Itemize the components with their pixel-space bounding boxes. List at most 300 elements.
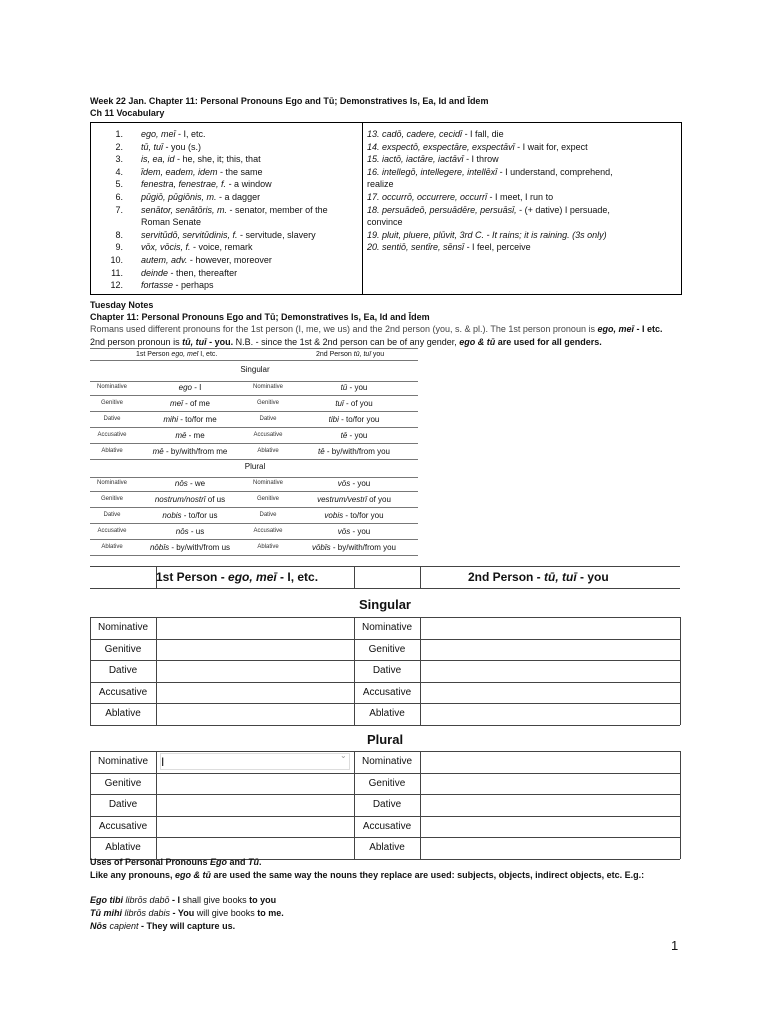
- pronoun-word: mē: [152, 447, 164, 456]
- table-rule: [90, 507, 418, 508]
- pronoun-word: tē: [317, 447, 325, 456]
- pronoun-form: [290, 415, 418, 424]
- pronoun-form: [134, 527, 246, 536]
- vocab-term: pūgiō, pūgiōnis, m.: [141, 191, 217, 202]
- worksheet-case-label: Accusative: [362, 686, 412, 698]
- worksheet-rule: [90, 794, 680, 795]
- worksheet-case-label: Ablative: [105, 842, 141, 853]
- pronoun-meaning: - you: [350, 479, 371, 488]
- example-translation-emph: - They will capture: [138, 921, 223, 931]
- worksheet-divider: [420, 566, 421, 588]
- worksheet-divider: [420, 751, 421, 859]
- notes-text: 2nd person pronoun is: [90, 337, 183, 347]
- vocab-item: [367, 166, 679, 179]
- vocab-item: [367, 153, 679, 166]
- notes-line-2: [90, 336, 690, 348]
- vocab-number: 11.: [111, 267, 123, 278]
- case-label: Ablative: [101, 544, 123, 550]
- pronoun-word: vobis: [324, 511, 344, 520]
- uses-examples: [90, 894, 284, 933]
- uses-heading-emph: Tū: [248, 857, 260, 867]
- pronoun-word: meī: [169, 399, 183, 408]
- example-latin-emph: Tū mihi: [90, 908, 122, 918]
- vocab-definition: - I, etc.: [175, 129, 206, 139]
- notes-text: - I etc.: [633, 324, 663, 334]
- pronoun-word: tuī: [335, 399, 344, 408]
- vocab-entry: [123, 267, 361, 280]
- worksheet-rule: [90, 725, 680, 726]
- vocab-item: [367, 204, 679, 217]
- vocab-term: 20. sentiō, sentīre, sēnsī: [367, 242, 465, 253]
- pronoun-word: nobis: [162, 511, 182, 520]
- worksheet-divider: [354, 751, 355, 859]
- section-singular: Singular: [240, 365, 270, 374]
- case-label: Accusative: [97, 432, 127, 438]
- pronoun-meaning: - by/with/from us: [169, 543, 231, 552]
- pronoun-form: [290, 447, 418, 456]
- vocab-divider: [362, 123, 363, 294]
- worksheet-case-label: Nominative: [97, 622, 149, 633]
- vocab-number: 1.: [115, 129, 123, 139]
- vocab-item: [367, 241, 679, 254]
- vocab-term: autem, adv.: [141, 254, 188, 265]
- worksheet-divider: [354, 566, 355, 588]
- worksheet-rule: [90, 751, 680, 752]
- case-label: Accusative: [97, 528, 127, 534]
- pronoun-form: [290, 383, 418, 392]
- case-label: Ablative: [257, 448, 279, 454]
- pronoun-meaning: - to/for you: [338, 415, 380, 424]
- table-rule: [90, 523, 418, 524]
- worksheet-head-2nd-person: [468, 570, 609, 584]
- case-label: Accusative: [253, 432, 283, 438]
- table-rule: [90, 443, 418, 444]
- pronoun-form: [134, 495, 246, 504]
- pronoun-word: nostrum/nostrī: [154, 495, 206, 504]
- chevron-down-icon: ⌄: [340, 751, 347, 760]
- table-rule: [90, 491, 418, 492]
- table-rule: [90, 360, 418, 361]
- worksheet-divider: [680, 617, 681, 725]
- worksheet-case-label: Nominative: [361, 622, 413, 633]
- vocab-item: [91, 191, 361, 204]
- pronoun-form: [134, 479, 246, 488]
- example-translation-emph: - You: [170, 908, 195, 918]
- head-emph: tū, tuī: [353, 351, 371, 358]
- worksheet-divider: [420, 617, 421, 725]
- vocab-definition: - senator, member of the: [227, 204, 328, 215]
- worksheet-case-label: Dative: [108, 665, 138, 676]
- uses-text: are used the same way the nouns they replace are used: subjects, objects, indirect objects, etc. E.g.:: [211, 870, 645, 880]
- vocab-heading: Ch 11 Vocabulary: [90, 108, 165, 118]
- worksheet-input-cell[interactable]: I: [160, 753, 350, 770]
- notes-text: - you.: [206, 337, 234, 347]
- vocab-term: fenestra, fenestrae, f.: [141, 179, 227, 190]
- worksheet-head-1st-person: [156, 570, 318, 584]
- pronoun-word: tē: [340, 431, 348, 440]
- pronoun-meaning: - I: [192, 383, 202, 392]
- pronoun-word: nōs: [174, 479, 188, 488]
- worksheet-case-label: Dative: [108, 799, 138, 810]
- vocab-definition: - however, moreover: [187, 254, 272, 265]
- worksheet-case-label: Genitive: [368, 777, 406, 789]
- vocab-term: senātor, senātōris, m.: [141, 204, 228, 215]
- worksheet-case-label: Nominative: [361, 756, 413, 767]
- vocab-item: [367, 216, 679, 229]
- pronoun-word: nōbīs: [149, 543, 170, 552]
- vocab-entry: [123, 279, 361, 292]
- vocab-item: [91, 141, 361, 154]
- vocab-term: ego, meī: [141, 129, 176, 139]
- case-label: Accusative: [253, 528, 283, 534]
- worksheet-rule: [90, 566, 680, 567]
- example-latin: capient: [107, 921, 139, 931]
- pronoun-form: [134, 431, 246, 440]
- pronoun-meaning: - you: [350, 527, 371, 536]
- worksheet-divider: [90, 751, 91, 859]
- uses-heading-emph: Ego: [210, 857, 228, 867]
- vocab-item: [91, 241, 361, 254]
- uses-heading-text: and: [227, 857, 249, 867]
- pronoun-meaning: - we: [187, 479, 206, 488]
- worksheet-case-label: Ablative: [369, 708, 405, 719]
- vocab-term: īdem, eadem, idem: [141, 166, 218, 177]
- worksheet-case-label: Dative: [372, 665, 402, 676]
- pronoun-meaning: - by/with/from you: [324, 447, 391, 456]
- worksheet-divider: [354, 617, 355, 725]
- vocab-term: vōx, vōcis, f.: [141, 242, 191, 253]
- pronoun-reference-table: [90, 348, 420, 554]
- vocab-definition: - he, she, it; this, that: [174, 154, 261, 165]
- pronoun-meaning: - by/with/from me: [163, 447, 228, 456]
- worksheet-rule: [90, 816, 680, 817]
- vocab-definition: - I wait for, expect: [514, 141, 588, 152]
- vocab-definition: - I feel, perceive: [464, 242, 531, 253]
- uses-heading-text: .: [259, 857, 262, 867]
- worksheet-case-label: Nominative: [97, 756, 149, 767]
- vocab-entry: [123, 178, 361, 191]
- vocab-term: 17. occurrō, occurrere, occurrī: [367, 191, 488, 202]
- example-sentence: [90, 907, 284, 920]
- vocab-entry: [123, 254, 361, 267]
- vocab-definition: convince: [367, 217, 403, 228]
- vocab-term: tū, tuī: [141, 141, 164, 152]
- vocab-term: 18. persuādeō, persuādēre, persuāsī,: [367, 204, 517, 215]
- vocab-number: 3.: [115, 154, 123, 165]
- pronoun-word: vōbīs: [311, 543, 331, 552]
- table-rule: [90, 381, 418, 382]
- vocab-number: 10.: [110, 254, 123, 265]
- vocab-definition: - a window: [226, 179, 272, 190]
- table-rule: [90, 427, 418, 428]
- case-label: Genitive: [256, 496, 279, 502]
- vocab-entry: [123, 166, 361, 179]
- vocab-item: [367, 191, 679, 204]
- vocab-entry: [123, 204, 361, 217]
- pronoun-form: [134, 543, 246, 552]
- worksheet-rule: [90, 703, 680, 704]
- head-text: 2nd Person: [316, 351, 354, 358]
- case-label: Nominative: [96, 480, 127, 486]
- vocab-definition: - then, thereafter: [168, 267, 238, 278]
- case-label: Ablative: [101, 448, 123, 454]
- table-rule: [90, 459, 418, 460]
- uses-heading: [90, 856, 262, 868]
- vocab-item: [91, 216, 361, 229]
- worksheet-case-label: Genitive: [104, 777, 142, 789]
- vocab-definition: - perhaps: [173, 280, 214, 291]
- worksheet-rule: [90, 617, 680, 618]
- pronoun-meaning: - us: [188, 527, 205, 536]
- table-rule: [90, 555, 418, 556]
- vocab-item: [367, 128, 679, 141]
- pronoun-form: [290, 399, 418, 408]
- vocab-entry: [123, 216, 361, 229]
- vocab-definition: - I meet, I run to: [487, 191, 554, 202]
- vocab-definition: - I fall, die: [462, 129, 504, 139]
- worksheet-rule: [90, 682, 680, 683]
- notes-text: are used for all genders.: [495, 337, 602, 347]
- vocab-definition: - the same: [217, 166, 263, 177]
- vocab-item: [91, 229, 361, 242]
- uses-heading-text: Uses of Personal Pronouns: [90, 857, 211, 867]
- example-sentence: [90, 894, 284, 907]
- pronoun-word: vōs: [337, 527, 351, 536]
- table-rule: [90, 477, 418, 478]
- vocab-entry: [123, 128, 361, 141]
- worksheet-case-label: Dative: [372, 799, 402, 810]
- vocab-number: 2.: [115, 141, 123, 152]
- pronoun-meaning: - of me: [182, 399, 210, 408]
- head-text: I, etc.: [198, 351, 218, 358]
- worksheet-rule: [90, 837, 680, 838]
- vocab-definition: - I understand, comprehend,: [497, 166, 613, 177]
- case-label: Nominative: [252, 480, 283, 486]
- pronoun-word: tū: [340, 383, 348, 392]
- case-label: Dative: [103, 512, 121, 518]
- case-label: Genitive: [100, 400, 123, 406]
- vocab-item: [91, 254, 361, 267]
- pronoun-word: vōs: [337, 479, 351, 488]
- notes-line-1: [90, 323, 690, 335]
- vocab-item: [91, 166, 361, 179]
- vocab-definition: realize: [367, 179, 394, 190]
- head-text: 2nd Person -: [468, 570, 545, 584]
- pronoun-word: vestrum/vestrī: [317, 495, 367, 504]
- worksheet-section-singular: Singular: [358, 597, 411, 612]
- pronoun-meaning: - you: [347, 383, 368, 392]
- case-label: Ablative: [257, 544, 279, 550]
- uses-emph: ego & tū: [175, 870, 212, 880]
- pronoun-form: [134, 415, 246, 424]
- vocab-term: fortasse: [141, 280, 174, 291]
- case-label: Genitive: [100, 496, 123, 502]
- worksheet-section-plural: Plural: [366, 732, 404, 747]
- pronoun-form: [290, 479, 418, 488]
- worksheet-case-label: Ablative: [369, 842, 405, 853]
- pronoun-worksheet-table: [90, 566, 680, 852]
- example-translation-emph: to me.: [257, 908, 284, 918]
- pronoun-meaning: - me: [186, 431, 205, 440]
- vocab-definition: Roman Senate: [141, 217, 202, 228]
- head-text: you: [370, 351, 385, 358]
- vocab-number: 9.: [115, 242, 123, 253]
- example-sentence: [90, 920, 284, 933]
- vocab-number: [91, 216, 123, 229]
- pronoun-meaning: - you: [347, 431, 368, 440]
- vocab-number: 4.: [115, 166, 123, 177]
- example-latin: librōs dabis: [122, 908, 171, 918]
- pronoun-form: [290, 495, 418, 504]
- vocab-term: 13. cadō, cadere, cecidī: [367, 129, 463, 139]
- vocab-term: 14. exspectō, exspectāre, exspectāvī: [367, 141, 515, 152]
- worksheet-case-label: Accusative: [362, 820, 412, 832]
- worksheet-rule: [90, 660, 680, 661]
- vocab-term: deinde: [141, 267, 169, 278]
- vocab-number: 12.: [110, 280, 123, 291]
- vocab-item: [91, 128, 361, 141]
- worksheet-case-label: Accusative: [98, 686, 148, 698]
- worksheet-case-label: Genitive: [104, 643, 142, 655]
- vocab-entry: [123, 141, 361, 154]
- vocab-definition: - voice, remark: [190, 242, 253, 253]
- case-label: Dative: [259, 416, 277, 422]
- head-text: - I, etc.: [276, 570, 319, 584]
- pronoun-word: mē: [175, 431, 187, 440]
- case-label: Nominative: [96, 384, 127, 390]
- vocab-item: [91, 153, 361, 166]
- head-emph: tū, tuī: [544, 570, 577, 584]
- pronoun-word: mihi: [163, 415, 178, 424]
- head-text: 1st Person: [136, 351, 172, 358]
- case-label: Dative: [103, 416, 121, 422]
- pronoun-meaning: - to/for you: [343, 511, 384, 520]
- worksheet-rule: [90, 588, 680, 589]
- uses-line: [90, 869, 644, 881]
- example-translation: will give books: [194, 908, 258, 918]
- example-latin-emph: Ego tibi: [90, 895, 123, 905]
- vocab-item: [91, 267, 361, 280]
- example-latin-emph: Nōs: [90, 921, 108, 931]
- example-translation-emph: - I: [169, 895, 181, 905]
- vocab-definition: - (+ dative) I persuade,: [516, 204, 610, 215]
- head-text: 1st Person -: [156, 570, 229, 584]
- vocab-box: [90, 122, 682, 295]
- page-number: 1: [671, 938, 679, 953]
- pronoun-form: [290, 511, 418, 520]
- vocab-number: 7.: [115, 204, 123, 215]
- vocab-left-column: [91, 128, 361, 292]
- table-rule: [90, 539, 418, 540]
- vocab-term: servitūdō, servitūdinis, f.: [141, 229, 238, 240]
- vocab-item: [91, 279, 361, 292]
- vocab-entry: [123, 191, 361, 204]
- head-emph: ego, meī: [228, 570, 277, 584]
- notes-text: N.B. - since the 1st & 2nd person can be of any gender,: [233, 337, 460, 347]
- case-label: Genitive: [256, 400, 279, 406]
- pronoun-form: [290, 543, 418, 552]
- vocab-item: [367, 229, 679, 242]
- vocab-number: 6.: [115, 191, 123, 202]
- pronoun-form: [134, 447, 246, 456]
- pronoun-meaning: of us: [205, 495, 226, 504]
- case-label: Nominative: [252, 384, 283, 390]
- vocab-entry: [123, 229, 361, 242]
- notes-emph: tū, tuī: [182, 337, 207, 347]
- vocab-number: 8.: [115, 229, 123, 240]
- worksheet-case-label: Genitive: [368, 643, 406, 655]
- notes-emph: ego, meī: [597, 324, 634, 334]
- pronoun-form: [134, 511, 246, 520]
- notes-heading: Tuesday Notes: [90, 300, 154, 310]
- worksheet-divider: [156, 751, 157, 859]
- worksheet-divider: [156, 617, 157, 725]
- page-title: Week 22 Jan. Chapter 11: Personal Pronouns Ego and Tū; Demonstratives Is, Ea, Id and Īdem: [90, 96, 489, 106]
- notes-chapter: Chapter 11: Personal Pronouns Ego and Tū; Demonstratives Is, Ea, Id and Īdem: [90, 312, 430, 322]
- vocab-entry: [123, 153, 361, 166]
- example-translation-emph: us.: [222, 921, 236, 931]
- example-latin: librōs dabō: [123, 895, 170, 905]
- pronoun-word: nōs: [175, 527, 189, 536]
- vocab-entry: [123, 241, 361, 254]
- pronoun-word: ego: [178, 383, 192, 392]
- pronoun-word: tibi: [328, 415, 339, 424]
- notes-text: Romans used different pronouns for the 1st person (I, me, we us) and the 2nd person (you, s. & pl.). The 1st person pronoun is: [90, 324, 598, 334]
- pronoun-meaning: - to/for me: [177, 415, 217, 424]
- vocab-term: 19. pluit, pluere, plūvit, 3rd C. - It rains; it is raining. (3s only): [367, 229, 607, 240]
- vocab-definition: - I throw: [463, 154, 499, 165]
- worksheet-divider: [90, 617, 91, 725]
- pronoun-form: [290, 431, 418, 440]
- table-rule: [90, 395, 418, 396]
- vocab-item: [367, 141, 679, 154]
- vocab-item: [91, 204, 361, 217]
- pronoun-form: [290, 527, 418, 536]
- case-label: Dative: [259, 512, 277, 518]
- vocab-definition: - a dagger: [216, 191, 261, 202]
- pronoun-form: [134, 399, 246, 408]
- vocab-right-column: [367, 128, 679, 254]
- vocab-term: 15. iactō, iactāre, iactāvī: [367, 154, 464, 165]
- pronoun-meaning: - to/for us: [181, 511, 218, 520]
- vocab-term: 16. intellegō, intellegere, intellēxī: [367, 166, 498, 177]
- vocab-number: 5.: [115, 179, 123, 190]
- table-head-2nd-person: [316, 350, 384, 359]
- worksheet-rule: [90, 773, 680, 774]
- table-rule: [90, 411, 418, 412]
- pronoun-form: [134, 383, 246, 392]
- worksheet-case-label: Accusative: [98, 820, 148, 832]
- worksheet-divider: [680, 751, 681, 859]
- notes-emph: ego & tū: [459, 337, 496, 347]
- head-text: - you: [576, 570, 609, 584]
- vocab-item: [91, 178, 361, 191]
- head-emph: ego, meī: [171, 351, 199, 358]
- vocab-item: [367, 178, 679, 191]
- uses-text: Like any pronouns,: [90, 870, 176, 880]
- worksheet-rule: [90, 639, 680, 640]
- vocab-definition: - you (s.): [163, 141, 202, 152]
- vocab-term: is, ea, id: [141, 154, 175, 165]
- table-rule: [90, 348, 418, 349]
- worksheet-case-label: Ablative: [105, 708, 141, 719]
- pronoun-meaning: of you: [366, 495, 391, 504]
- pronoun-meaning: - of you: [343, 399, 373, 408]
- example-translation: shall give books: [180, 895, 250, 905]
- section-plural: Plural: [244, 462, 266, 471]
- example-translation-emph: to you: [249, 895, 277, 905]
- pronoun-meaning: - by/with/from you: [330, 543, 397, 552]
